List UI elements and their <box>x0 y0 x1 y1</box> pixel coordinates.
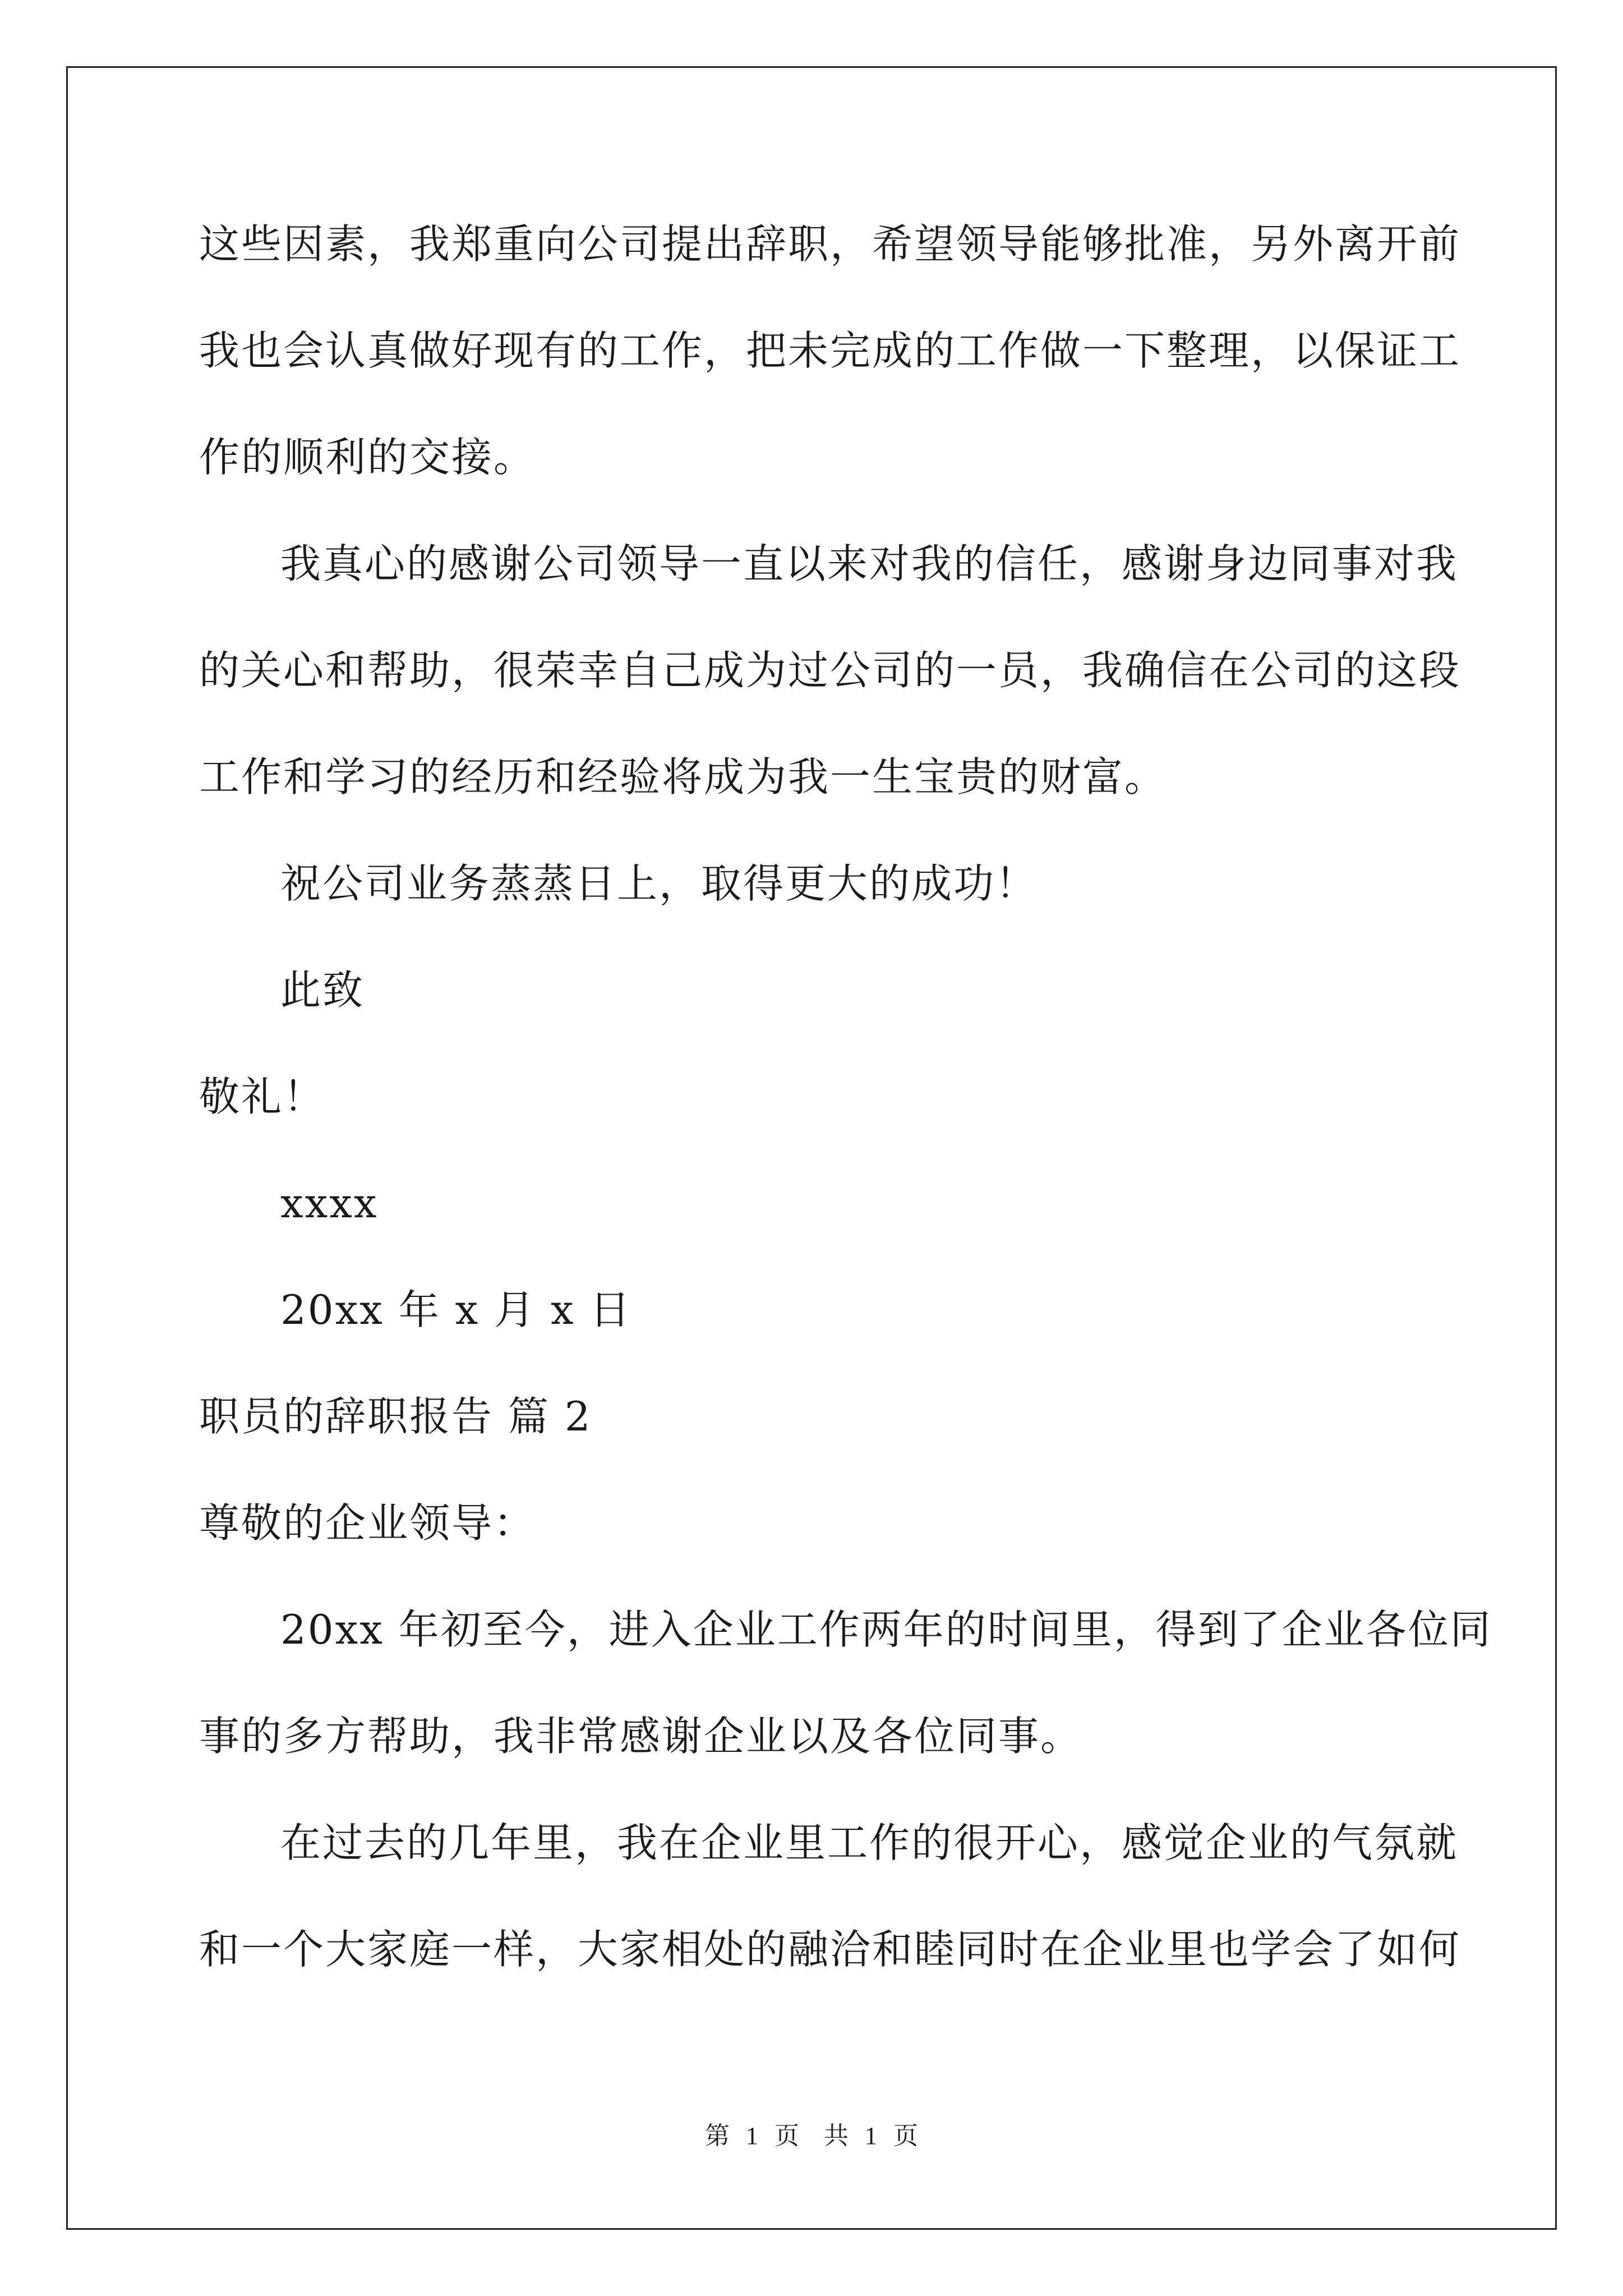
text-line: xxxx <box>280 1180 379 1227</box>
text-line: 敬礼！ <box>199 1073 326 1120</box>
text-line: 我也会认真做好现有的工作，把未完成的工作做一下整理，以保证工 <box>199 327 1461 374</box>
text-line: 和一个大家庭一样，大家相处的融洽和睦同时在企业里也学会了如何 <box>199 1926 1461 1973</box>
text-line: 在过去的几年里，我在企业里工作的很开心，感觉企业的气氛就 <box>280 1819 1459 1866</box>
page-border <box>66 66 1557 2230</box>
section-heading: 职员的辞职报告 篇 2 <box>199 1393 592 1440</box>
text-line: 20xx 年 x 月 x 日 <box>280 1286 632 1333</box>
text-line: 事的多方帮助，我非常感谢企业以及各位同事。 <box>199 1713 1083 1760</box>
text-line: 20xx 年初至今，进入企业工作两年的时间里，得到了企业各位同 <box>280 1606 1492 1653</box>
text-line: 这些因素，我郑重向公司提出辞职，希望领导能够批准，另外离开前 <box>199 220 1461 268</box>
text-line: 工作和学习的经历和经验将成为我一生宝贵的财富。 <box>199 753 1167 800</box>
text-line: 我真心的感谢公司领导一直以来对我的信任，感谢身边同事对我 <box>280 540 1459 587</box>
page-footer: 第 1 页 共 1 页 <box>705 2122 918 2150</box>
text-line: 尊敬的企业领导： <box>199 1499 536 1547</box>
text-line: 祝公司业务蒸蒸日上，取得更大的成功！ <box>280 860 1038 907</box>
text-line: 作的顺利的交接。 <box>199 434 536 481</box>
text-line: 的关心和帮助，很荣幸自己成为过公司的一员，我确信在公司的这段 <box>199 647 1461 694</box>
text-line: 此致 <box>280 967 365 1014</box>
